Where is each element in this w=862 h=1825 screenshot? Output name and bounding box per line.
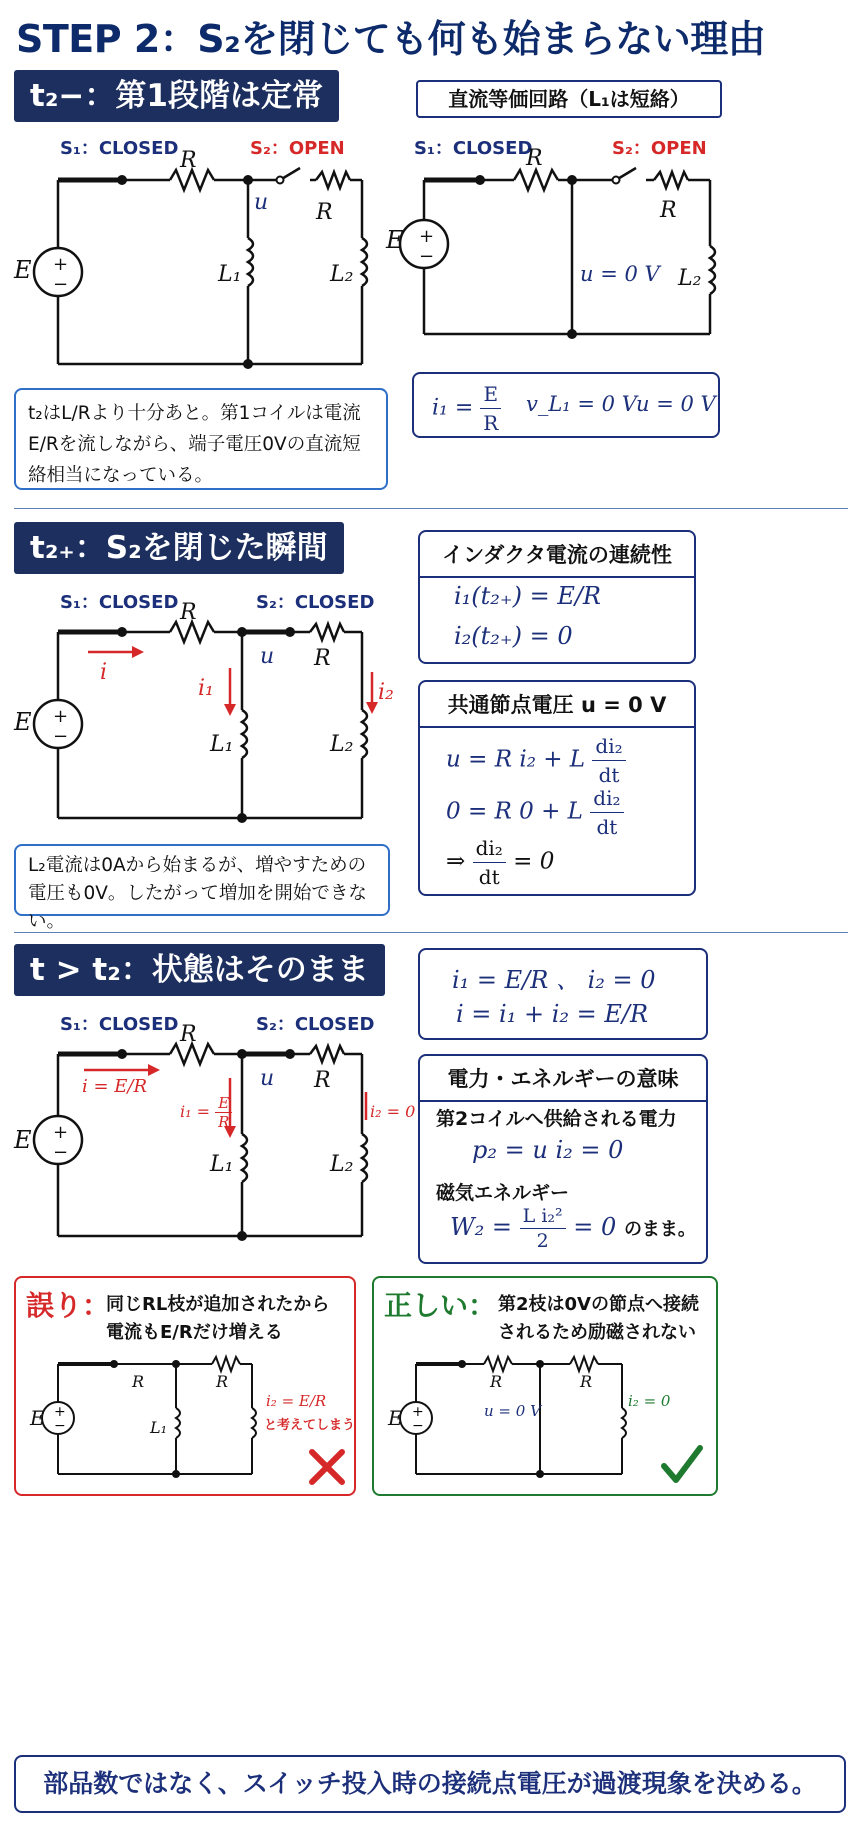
wrong-i2-note: と考えてしまう	[264, 1418, 356, 1433]
s3-l2-label: L₂	[330, 1152, 354, 1177]
correct-circuit	[374, 1348, 718, 1498]
node-eq3-right: = 0	[513, 848, 555, 875]
s1-right-e-label: E	[386, 226, 404, 254]
s3-r-label: R	[180, 1022, 197, 1047]
s2-u-label: u	[260, 644, 275, 669]
wrong-title: 誤り：	[26, 1289, 111, 1322]
s2-l1-label: L₁	[210, 732, 234, 757]
s1-eq-box	[412, 372, 720, 438]
s1-right-s1-label: S₁：CLOSED	[414, 138, 533, 159]
s1-left-r-label: R	[180, 148, 197, 173]
wrong-text1: 同じRL枝が追加されたから	[106, 1294, 330, 1315]
svg-text:+: +	[412, 1404, 424, 1420]
s3-s2-label: S₂：CLOSED	[256, 1014, 375, 1035]
node-eq3-num: di₂	[473, 834, 506, 863]
node-eq2-den: dt	[596, 815, 618, 839]
s3-i1-num: E	[215, 1094, 232, 1113]
s1-right-s2-label: S₂：OPEN	[612, 138, 707, 159]
svg-text:+: +	[54, 1404, 66, 1420]
energy-right: = 0	[573, 1213, 617, 1241]
s3-eq-top1: i₁ = E/R 、 i₂ = 0	[452, 966, 656, 994]
svg-text:−: −	[53, 726, 69, 747]
s1-left-r2-label: R	[316, 200, 333, 225]
energy-label: 磁気エネルギー	[436, 1182, 570, 1204]
node-eq1-left: u = R i₂ + L	[446, 746, 586, 773]
s3-l1-label: L₁	[210, 1152, 234, 1177]
s3-u-label: u	[260, 1066, 275, 1091]
s2-i1-label: i₁	[198, 676, 214, 701]
s1-eq-u: u = 0 V	[636, 392, 716, 416]
circuit-s1-right	[384, 128, 724, 348]
s3-i1-den: R	[218, 1113, 230, 1131]
s2-i-label: i	[100, 660, 108, 685]
s3-eq-box	[418, 948, 708, 1040]
s1-left-e-label: E	[14, 256, 32, 284]
s1-right-l2-label: L₂	[678, 266, 702, 291]
node-eq1-num: di₂	[592, 732, 625, 761]
s3-i1-prefix: i₁ =	[180, 1102, 211, 1121]
s2-s1-label: S₁：CLOSED	[60, 592, 179, 613]
s1-left-l2-label: L₂	[330, 262, 354, 287]
correct-r-label: R	[490, 1372, 503, 1391]
s2-note: L₂電流は0Aから始まるが、増やすための電圧も0V。したがって増加を開始できない。	[14, 844, 390, 916]
s2-l2-label: L₂	[330, 732, 354, 757]
s3-i-label: i = E/R	[82, 1076, 148, 1097]
svg-text:−: −	[54, 1418, 66, 1434]
continuity-eq2: i₂(t₂₊) = 0	[454, 622, 573, 650]
continuity-eq1: i₁(t₂₊) = E/R	[454, 582, 601, 610]
s3-i2-label: i₂ = 0	[370, 1102, 416, 1121]
s2-i2-label: i₂	[378, 680, 394, 705]
wrong-r2-label: R	[216, 1372, 229, 1391]
energy-left: W₂ =	[450, 1213, 513, 1241]
divider-2	[14, 932, 848, 933]
continuity-box	[418, 530, 696, 664]
s1-right-u-label: u = 0 V	[580, 262, 660, 286]
svg-text:−: −	[53, 274, 69, 295]
s1-eq-vl: v_L₁ = 0 V	[526, 392, 637, 416]
svg-text:+: +	[53, 706, 69, 727]
s1-eq-den: R	[483, 411, 499, 435]
node-eq2-num: di₂	[590, 784, 623, 813]
circuit-s1-left	[10, 128, 410, 378]
section1-banner: t₂−：第1段階は定常	[14, 70, 339, 122]
divider-1	[14, 508, 848, 509]
s3-i1-label	[180, 1094, 232, 1131]
node-voltage-box	[418, 680, 696, 896]
wrong-e-label: E	[30, 1406, 45, 1430]
s3-eq-top2: i = i₁ + i₂ = E/R	[456, 1000, 649, 1028]
svg-text:+: +	[53, 1122, 69, 1143]
s3-s1-label: S₁：CLOSED	[60, 1014, 179, 1035]
correct-text1: 第2枝は0Vの節点へ接続	[498, 1294, 699, 1315]
power-energy-box	[418, 1054, 708, 1264]
s2-s2-label: S₂：CLOSED	[256, 592, 375, 613]
power-label: 第2コイルへ供給される電力	[436, 1108, 677, 1130]
correct-u-label: u = 0 V	[484, 1402, 541, 1420]
node-eq2-left: 0 = R 0 + L	[446, 798, 583, 825]
dc-equivalent-title: 直流等価回路（L₁は短絡）	[416, 80, 722, 118]
s1-left-l1-label: L₁	[218, 262, 242, 287]
s1-eq-i1: i₁ =	[432, 395, 474, 421]
s1-left-u-label: u	[254, 190, 269, 215]
node-voltage-title: 共通節点電圧 u = 0 V	[420, 682, 694, 728]
node-eq1-den: dt	[598, 763, 620, 787]
svg-text:+: +	[53, 254, 69, 275]
s2-r-label: R	[180, 600, 197, 625]
energy-num: L i₂²	[520, 1204, 566, 1229]
svg-text:+: +	[419, 226, 435, 247]
svg-text:−: −	[412, 1418, 424, 1434]
correct-e-label: E	[388, 1406, 403, 1430]
s2-r2-label: R	[314, 646, 331, 671]
s1-left-s2-label: S₂：OPEN	[250, 138, 345, 159]
energy-suffix: のまま。	[623, 1219, 696, 1240]
correct-i2-label: i₂ = 0	[628, 1392, 671, 1410]
node-eq3-arrow: ⇒	[446, 848, 466, 875]
svg-text:−: −	[53, 1142, 69, 1163]
wrong-l1-label: L₁	[150, 1418, 168, 1437]
s1-right-r2-label: R	[660, 198, 677, 223]
node-eq3-den: dt	[478, 865, 500, 889]
section2-banner: t₂₊：S₂を閉じた瞬間	[14, 522, 344, 574]
section3-banner: t > t₂：状態はそのまま	[14, 944, 385, 996]
s3-e-label: E	[14, 1126, 32, 1154]
svg-text:−: −	[419, 246, 435, 267]
correct-box	[372, 1276, 718, 1496]
s1-right-r-label: R	[526, 146, 543, 171]
power-eq: p₂ = u i₂ = 0	[472, 1136, 624, 1164]
wrong-box	[14, 1276, 356, 1496]
wrong-r-label: R	[132, 1372, 145, 1391]
correct-title: 正しい：	[384, 1289, 497, 1322]
correct-text2: されるため励磁されない	[498, 1322, 696, 1343]
s1-eq-num: E	[480, 380, 501, 409]
power-energy-title: 電力・エネルギーの意味	[420, 1056, 706, 1102]
energy-den: 2	[536, 1230, 549, 1252]
s2-e-label: E	[14, 708, 32, 736]
circuit-s2	[10, 582, 410, 832]
continuity-title: インダクタ電流の連続性	[420, 532, 694, 578]
page-title: STEP 2：S₂を閉じても何も始まらない理由	[16, 17, 766, 61]
s3-r2-label: R	[314, 1068, 331, 1093]
s1-left-s1-label: S₁：CLOSED	[60, 138, 179, 159]
bottom-summary: 部品数ではなく、スイッチ投入時の接続点電圧が過渡現象を決める。	[14, 1755, 846, 1813]
wrong-i2-label: i₂ = E/R	[266, 1392, 327, 1410]
wrong-text2: 電流もE/Rだけ増える	[106, 1322, 283, 1343]
correct-r2-label: R	[580, 1372, 593, 1391]
s1-note: t₂はL/Rより十分あと。第1コイルは電流E/Rを流しながら、端子電圧0Vの直流短絡相当になっている。	[14, 388, 388, 490]
